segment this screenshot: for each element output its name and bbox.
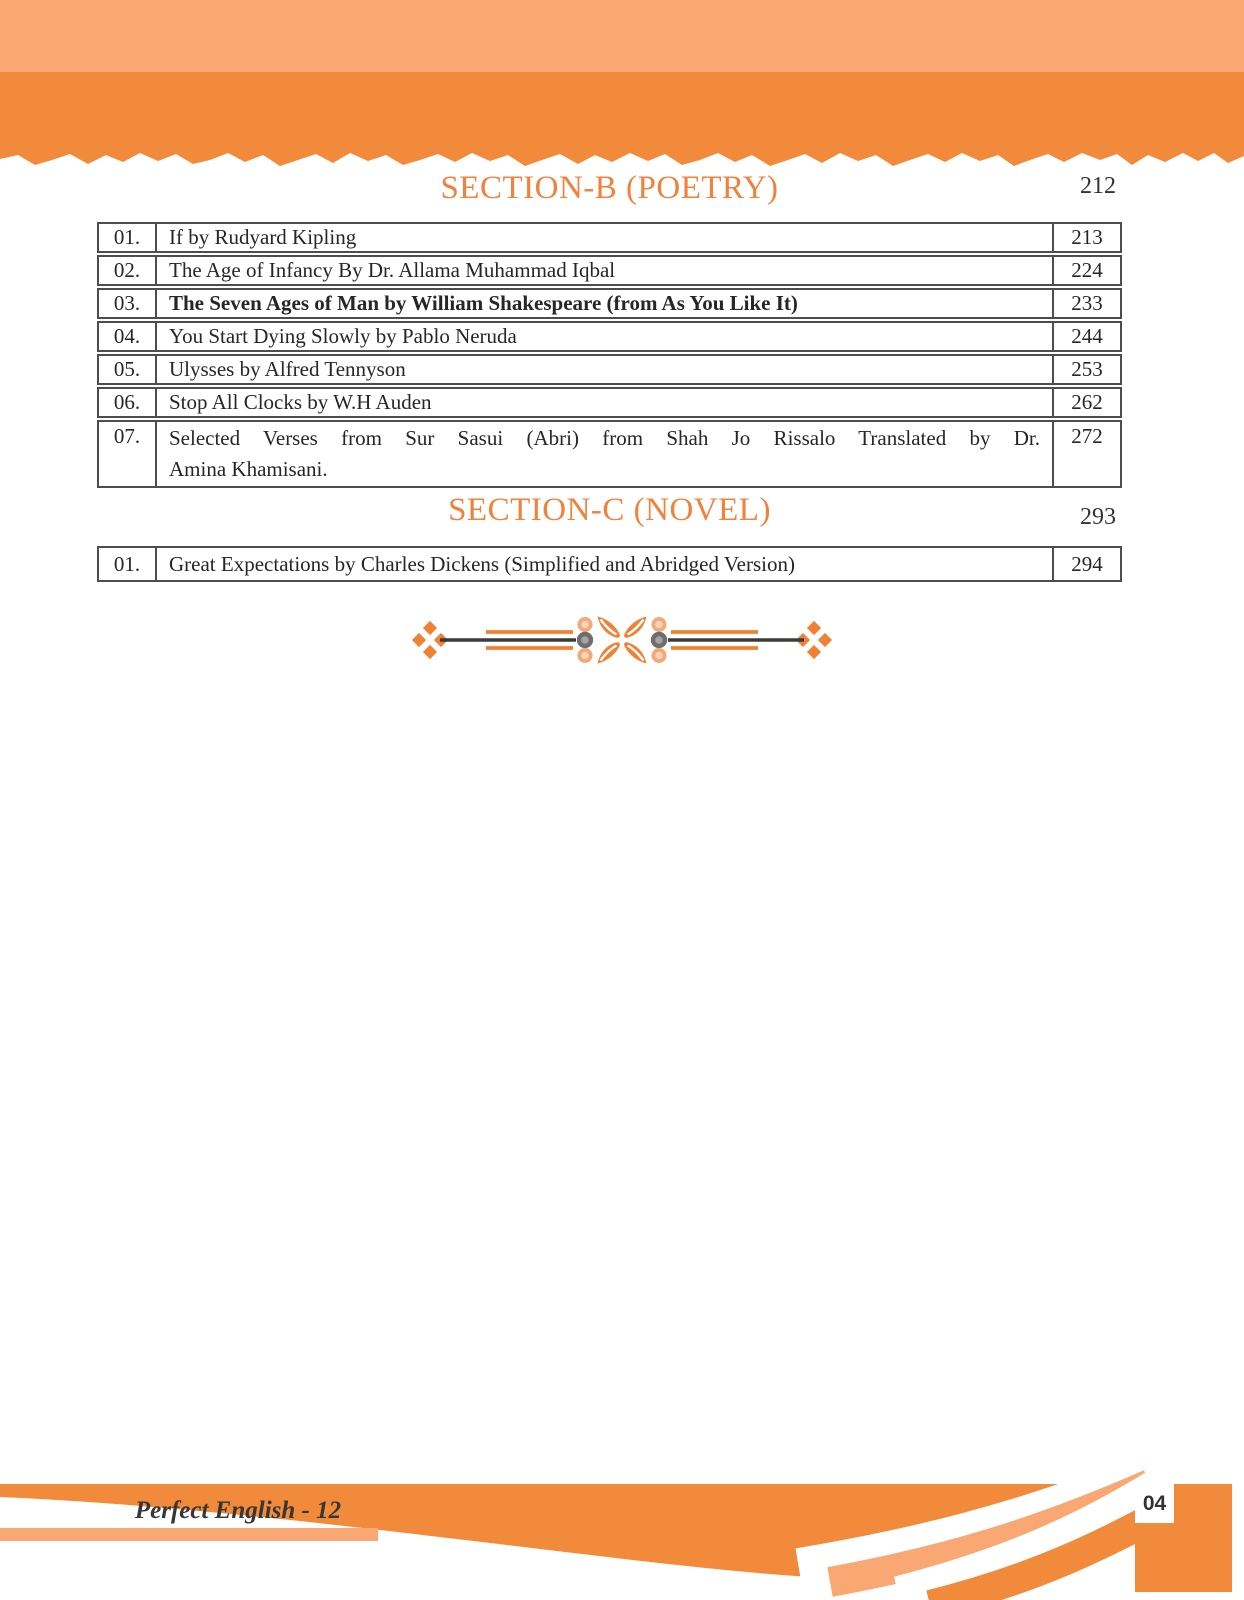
book-title: Perfect English - 12 bbox=[134, 1497, 342, 1524]
item-title: Stop All Clocks by W.H Auden bbox=[169, 390, 432, 414]
table-row bbox=[97, 387, 1122, 418]
item-title: Great Expectations by Charles Dickens (Simplified and Abridged Version) bbox=[169, 552, 795, 576]
table-row bbox=[97, 546, 1122, 582]
header-band-dark bbox=[0, 72, 1244, 150]
petal-flower-icon bbox=[598, 617, 647, 664]
item-number: 03. bbox=[99, 290, 157, 317]
item-page: 262 bbox=[1052, 389, 1120, 416]
item-page: 213 bbox=[1052, 224, 1120, 251]
table-row bbox=[97, 288, 1122, 319]
table-row bbox=[97, 321, 1122, 352]
divider-half-flourish bbox=[412, 617, 593, 663]
item-page: 233 bbox=[1052, 290, 1120, 317]
table-row bbox=[97, 354, 1122, 385]
item-page: 244 bbox=[1052, 323, 1120, 350]
section-b-heading-row bbox=[97, 170, 1122, 210]
item-title: The Age of Infancy By Dr. Allama Muhammad Iqbal bbox=[169, 258, 616, 282]
ornamental-divider bbox=[402, 605, 842, 675]
item-number: 01. bbox=[99, 224, 157, 251]
section-b-toc-table bbox=[97, 222, 1122, 490]
item-number: 05. bbox=[99, 356, 157, 383]
item-number: 02. bbox=[99, 257, 157, 284]
dot-trio-icon bbox=[577, 617, 593, 663]
item-number: 06. bbox=[99, 389, 157, 416]
item-title-line2: Amina Khamisani. bbox=[169, 457, 328, 481]
item-title bbox=[157, 422, 1052, 486]
item-title: If by Rudyard Kipling bbox=[169, 225, 357, 249]
table-row bbox=[97, 222, 1122, 253]
table-row bbox=[97, 255, 1122, 286]
item-title: The Seven Ages of Man by William Shakespeare (from As You Like It) bbox=[169, 291, 798, 315]
item-number: 07. bbox=[99, 422, 157, 486]
footer-accent-bar bbox=[0, 1528, 378, 1541]
item-title-line1: Selected Verses from Sur Sasui (Abri) from Shah Jo Rissalo Translated by Dr. bbox=[169, 426, 1040, 450]
header-band-light bbox=[0, 0, 1244, 72]
item-number: 04. bbox=[99, 323, 157, 350]
section-c-toc-table bbox=[97, 546, 1122, 584]
item-title: You Start Dying Slowly by Pablo Neruda bbox=[169, 324, 517, 348]
section-c-heading-row bbox=[97, 492, 1122, 532]
item-number: 01. bbox=[99, 548, 157, 580]
item-page: 272 bbox=[1052, 422, 1120, 486]
section-b-page-ref: 212 bbox=[1080, 173, 1116, 199]
item-title: Ulysses by Alfred Tennyson bbox=[169, 357, 406, 381]
section-c-page-ref: 293 bbox=[1080, 504, 1116, 530]
item-page: 294 bbox=[1052, 548, 1120, 580]
page-number-badge: 04 bbox=[1135, 1484, 1174, 1523]
section-b-title: SECTION-B (POETRY) bbox=[440, 170, 779, 206]
table-row bbox=[97, 420, 1122, 488]
item-page: 224 bbox=[1052, 257, 1120, 284]
item-page: 253 bbox=[1052, 356, 1120, 383]
section-c-title: SECTION-C (NOVEL) bbox=[448, 492, 771, 528]
torn-edge-decoration bbox=[0, 150, 1244, 168]
